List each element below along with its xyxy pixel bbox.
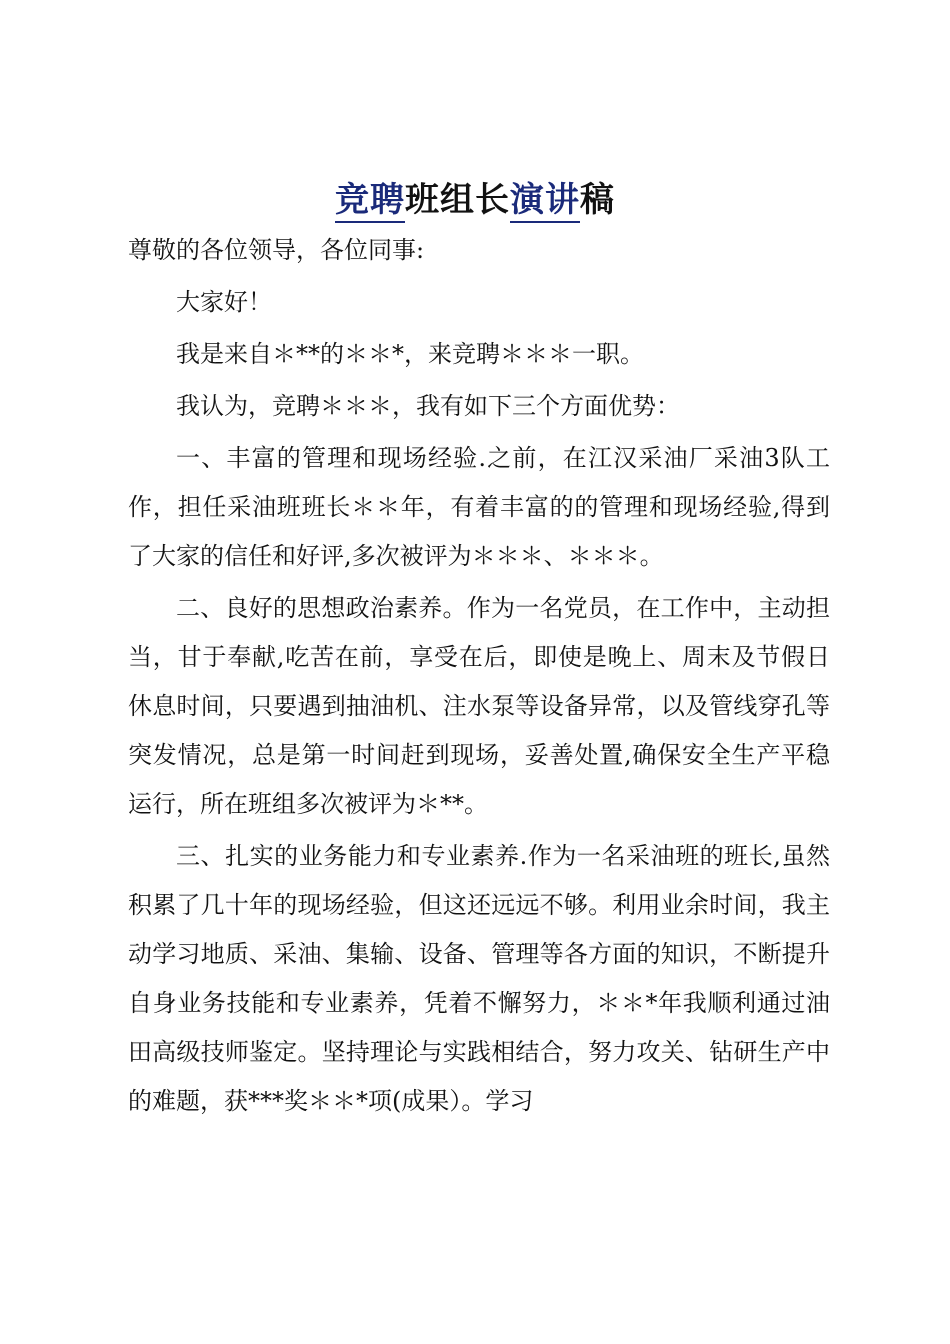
title-segment-link: 演讲 xyxy=(510,180,580,223)
advantage-2-paragraph: 二、良好的思想政治素养。作为一名党员，在工作中，主动担当，甘于奉献,吃苦在前，享受在后，即使是晚上、周末及节假日休息时间，只要遇到抽油机、注水泵等设备异常，以及管线穿孔等突发情况，总是第一时间赶到现场，妥善处置,确保安全生产平稳运行，所在班组多次被评为＊**。 xyxy=(128,594,830,818)
title-segment-link: 竞聘 xyxy=(335,180,405,223)
document-title xyxy=(0,176,950,224)
advantages-intro-paragraph: 我认为，竞聘＊＊＊，我有如下三个方面优势： xyxy=(176,392,680,420)
salutation: 尊敬的各位领导，各位同事: xyxy=(128,236,425,264)
intro-paragraph: 我是来自＊**的＊＊*，来竞聘＊＊＊一职。 xyxy=(176,340,644,368)
greeting-paragraph: 大家好！ xyxy=(176,288,272,316)
advantage-3-paragraph: 三、扎实的业务能力和专业素养.作为一名采油班的班长,虽然积累了几十年的现场经验，但这还远远不够。利用业余时间，我主动学习地质、采油、集输、设备、管理等各方面的知识，不断提升自身业务技能和专业素养，凭着不懈努力，＊＊*年我顺利通过油田高级技师鉴定。坚持理论与实践相结合，努力攻关、钻研生产中的难题，获***奖＊＊*项(成果）。学习 xyxy=(128,842,830,1115)
advantage-1-paragraph: 一、丰富的管理和现场经验.之前，在江汉采油厂采油3队工作，担任采油班班长＊＊年，有着丰富的的管理和现场经验,得到了大家的信任和好评,多次被评为＊＊＊、＊＊＊。 xyxy=(128,444,830,570)
title-segment-text: 稿 xyxy=(580,180,615,220)
document-body xyxy=(128,226,830,1126)
title-segment-text: 班组长 xyxy=(405,180,510,220)
